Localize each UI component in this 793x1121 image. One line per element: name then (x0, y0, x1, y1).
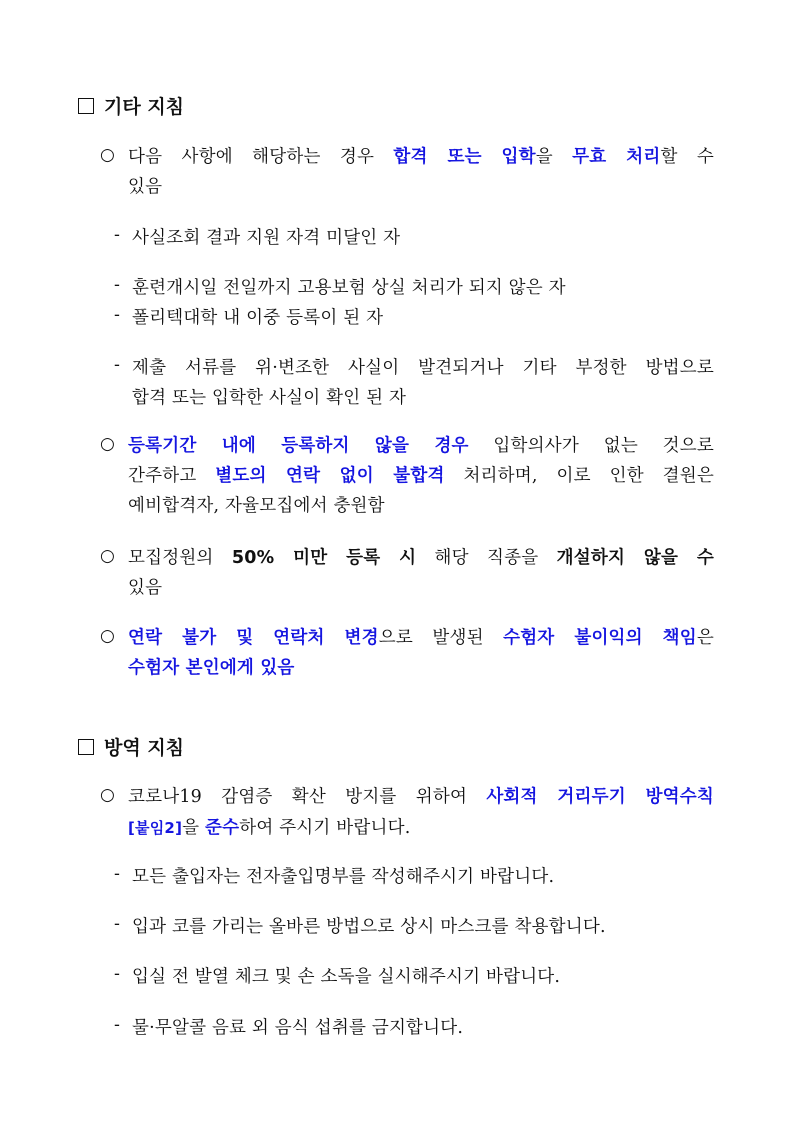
text-span: 처리하며, 이로 인한 결원은 (444, 466, 714, 486)
list-item: 훈련개시일 전일까지 고용보험 상실 처리가 되지 않은 자 (132, 278, 566, 298)
emphasis-text: 사회적 거리두기 방역수칙 (486, 787, 714, 807)
section-heading-quarantine (78, 733, 793, 760)
text-span: 으로 발생된 (378, 628, 504, 648)
dash-bullet: - (114, 275, 120, 295)
bullet-circle-icon: ○ (100, 546, 115, 566)
list-item: 입과 코를 가리는 올바른 방법으로 상시 마스크를 착용합니다. (132, 917, 606, 937)
dash-bullet: - (114, 864, 120, 884)
dash-bullet: - (114, 964, 120, 984)
text-span: 을 (535, 147, 573, 167)
emphasis-text: 별도의 연락 없이 불합격 (215, 466, 445, 486)
text-span: 입학의사가 없는 것으로 (468, 436, 715, 456)
checkbox-square-icon (78, 98, 94, 114)
text-span: 코로나19 감염증 확산 방지를 위하여 (128, 787, 487, 807)
text-span: 을 (182, 818, 206, 838)
text-span: 다음 사항에 해당하는 경우 (128, 147, 394, 167)
paragraph-line (128, 143, 714, 168)
checkbox-square-icon (78, 739, 94, 755)
emphasis-text: 연락 불가 및 연락처 변경 (128, 628, 379, 648)
text-span: 간주하고 (128, 466, 216, 486)
emphasis-text: 수험자 불이익의 책임 (503, 628, 697, 648)
paragraph-line (128, 462, 714, 487)
paragraph-line (128, 783, 714, 808)
dash-bullet: - (114, 305, 120, 325)
bullet-circle-icon: ○ (100, 785, 115, 805)
dash-bullet: - (114, 225, 120, 245)
section-heading-other (78, 92, 793, 119)
paragraph-line: 예비합격자, 자율모집에서 충원함 (128, 496, 385, 516)
bullet-circle-icon: ○ (100, 626, 115, 646)
list-item: 폴리텍대학 내 이중 등록이 된 자 (132, 308, 384, 328)
paragraph-line: 있음 (128, 578, 163, 598)
attachment-ref: [붙임2] (128, 819, 183, 837)
text-span: 하여 주시기 바랍니다. (239, 818, 411, 838)
list-item: 물·무알콜 음료 외 음식 섭취를 금지합니다. (132, 1018, 464, 1038)
text-span: 모집정원의 (128, 548, 232, 568)
paragraph-line (128, 432, 714, 457)
paragraph-line: 있음 (128, 177, 163, 197)
dash-bullet: - (114, 1015, 120, 1035)
list-item: 모든 출입자는 전자출입명부를 작성해주시기 바랍니다. (132, 867, 555, 887)
list-item: 입실 전 발열 체크 및 손 소독을 실시해주시기 바랍니다. (132, 967, 561, 987)
paragraph-line (128, 624, 714, 649)
emphasis-text: 합격 또는 입학 (393, 147, 536, 167)
bold-text: 50% 미만 등록 시 (231, 548, 417, 568)
text-span: 할 수 (660, 147, 714, 167)
list-item: 제출 서류를 위·변조한 사실이 발견되거나 기타 부정한 방법으로 (132, 358, 714, 378)
list-item: 사실조회 결과 지원 자격 미달인 자 (132, 228, 401, 248)
section-title: 기타 지침 (104, 96, 185, 118)
dash-bullet: - (114, 914, 120, 934)
list-item-continuation: 합격 또는 입학한 사실이 확인 된 자 (132, 388, 407, 408)
dash-bullet: - (114, 355, 120, 375)
section-title: 방역 지침 (104, 737, 185, 759)
text-span: 해당 직종을 (416, 548, 557, 568)
bold-text: 개설하지 않을 수 (556, 548, 714, 568)
emphasis-text: 무효 처리 (572, 147, 661, 167)
emphasis-text: 등록기간 내에 등록하지 않을 경우 (128, 436, 469, 456)
paragraph-line (128, 814, 410, 839)
emphasis-line: 수험자 본인에게 있음 (128, 658, 295, 678)
bullet-circle-icon: ○ (100, 434, 115, 454)
paragraph-line (128, 544, 714, 569)
text-span: 은 (696, 628, 714, 648)
bullet-circle-icon: ○ (100, 145, 115, 165)
emphasis-text: 준수 (205, 818, 240, 838)
